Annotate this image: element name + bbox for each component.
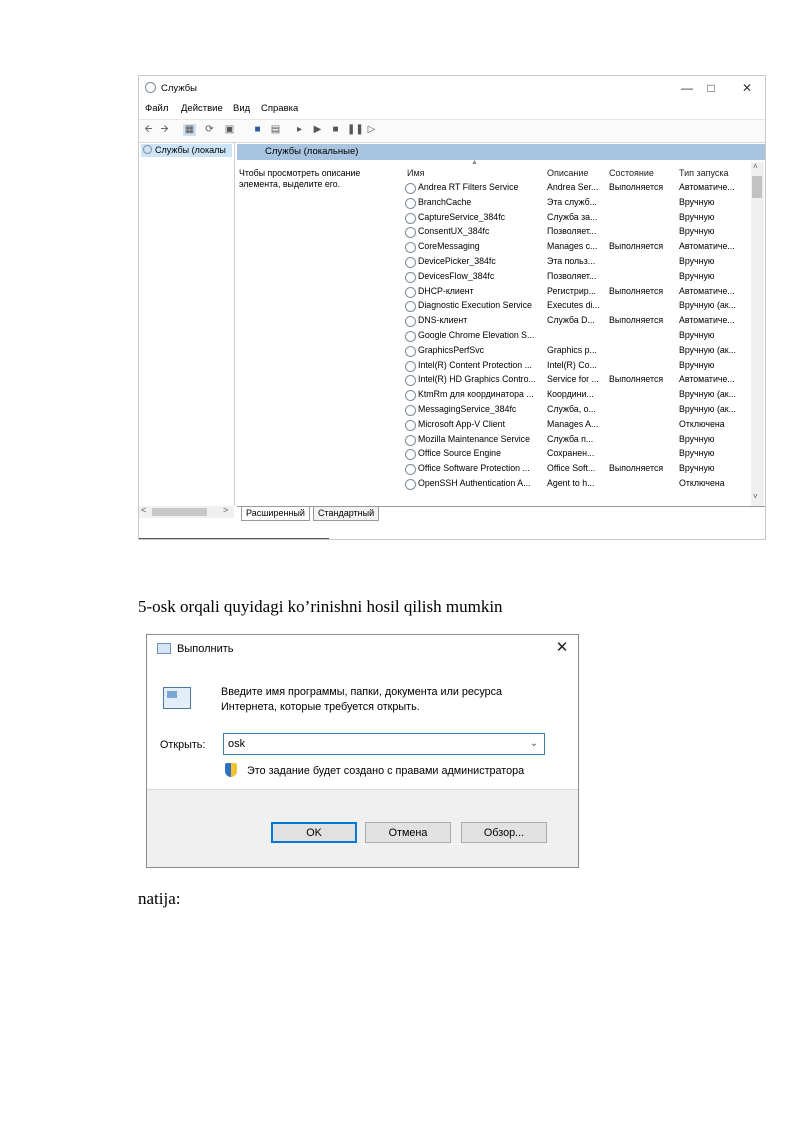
table-row[interactable]	[401, 271, 751, 286]
properties-icon[interactable]: ▤	[270, 124, 281, 135]
gear-icon	[405, 198, 416, 209]
table-row[interactable]	[401, 374, 751, 389]
table-row[interactable]	[401, 463, 751, 478]
cell-status: Выполняется	[609, 315, 664, 326]
cell-status: Выполняется	[609, 241, 664, 252]
cell-description: Регистрир...	[547, 285, 596, 296]
tree-horizontal-scrollbar[interactable]	[139, 506, 234, 518]
cell-description: Graphics p...	[547, 344, 597, 355]
cell-startup-type: Вручную	[679, 433, 715, 444]
table-row[interactable]	[401, 197, 751, 212]
cell-name: Microsoft App-V Client	[418, 418, 506, 429]
run-app-icon	[157, 643, 171, 654]
services-menubar	[139, 100, 765, 118]
cell-description: Служба, о...	[547, 404, 596, 414]
gear-icon	[405, 301, 416, 312]
tree-item-services-local[interactable]	[141, 144, 232, 157]
back-arrow-icon[interactable]: 🡨	[144, 124, 153, 135]
table-row[interactable]	[401, 419, 751, 434]
gear-icon	[405, 331, 416, 342]
services-app-icon	[145, 82, 156, 93]
table-row[interactable]	[401, 212, 751, 227]
run-message: Введите имя программы, папки, документа или ресурса Интернета, которые требуется открыть.	[221, 686, 503, 713]
cell-name: Diagnostic Execution Service	[418, 300, 532, 311]
export-icon[interactable]: ▣	[224, 124, 235, 135]
caption-bottom: natija:	[138, 889, 181, 908]
scroll-down-icon[interactable]: ˅	[753, 492, 758, 501]
table-row[interactable]	[401, 389, 751, 404]
column-header-status[interactable]: Состояние	[609, 168, 654, 178]
maximize-icon[interactable]: □	[707, 81, 715, 95]
gear-icon	[405, 287, 416, 298]
services-header-title: Службы (локальные)	[265, 146, 359, 157]
cell-status: Выполняется	[609, 285, 664, 296]
cell-name: ConsentUX_384fc	[418, 226, 490, 237]
uac-shield-icon	[225, 763, 237, 777]
cell-name: CoreMessaging	[418, 241, 480, 252]
cell-status: Выполняется	[609, 463, 664, 474]
scroll-right-icon[interactable]: ˃	[223, 505, 229, 515]
gear-icon	[405, 390, 416, 401]
column-header-name[interactable]: Имя	[407, 168, 425, 178]
cell-description: Intel(R) Co...	[547, 359, 597, 370]
cell-startup-type: Автоматиче...	[679, 241, 735, 252]
gear-icon	[405, 479, 416, 490]
gear-icon	[405, 464, 416, 475]
restart-icon[interactable]: ▷	[367, 124, 376, 135]
cell-description: Office Soft...	[547, 463, 596, 474]
cell-startup-type: Автоматиче...	[679, 285, 735, 296]
cell-description: Сохранен...	[547, 448, 595, 459]
table-row[interactable]	[401, 241, 751, 256]
cell-name: Mozilla Maintenance Service	[418, 433, 530, 444]
gear-icon	[405, 257, 416, 268]
gear-icon	[405, 375, 416, 386]
cell-description: Координи...	[547, 389, 594, 400]
cell-name: DevicesFlow_384fc	[418, 270, 495, 281]
gear-icon	[405, 316, 416, 327]
cell-description: Служба п...	[547, 433, 594, 444]
gear-icon	[405, 346, 416, 357]
cell-startup-type: Вручную (ак...	[679, 404, 736, 414]
table-row[interactable]	[401, 300, 751, 315]
menu-action[interactable]: Действие	[181, 103, 223, 114]
sort-arrow-icon: ▲	[471, 159, 478, 166]
cell-startup-type: Отключена	[679, 478, 725, 488]
cell-startup-type: Вручную	[679, 359, 715, 370]
gear-icon	[405, 213, 416, 224]
browse-button[interactable]: Обзор...	[461, 822, 547, 843]
view-tabs	[237, 506, 765, 521]
gear-icon	[143, 145, 152, 154]
cell-startup-type: Отключена	[679, 418, 725, 429]
gear-icon	[405, 420, 416, 431]
table-row[interactable]	[401, 345, 751, 360]
cell-description: Manages A...	[547, 418, 599, 429]
cell-name: Andrea RT Filters Service	[418, 182, 519, 192]
run-title: Выполнить	[177, 643, 234, 655]
chevron-down-icon[interactable]: ⌄	[529, 738, 539, 749]
cell-status: Выполняется	[609, 374, 664, 385]
cell-name: DHCP-клиент	[418, 285, 474, 296]
cell-description: Agent to h...	[547, 478, 595, 488]
cell-name: Intel(R) Content Protection ...	[418, 359, 532, 370]
menu-view[interactable]: Вид	[233, 103, 251, 114]
cell-startup-type: Вручную (ак...	[679, 344, 736, 355]
cell-startup-type: Вручную	[679, 270, 715, 281]
horizontal-scroll-thumb[interactable]	[152, 508, 207, 516]
cell-description: Andrea Ser...	[547, 182, 599, 192]
gear-icon	[405, 435, 416, 446]
admin-note: Это задание будет создано с правами администратора	[247, 765, 525, 777]
cell-name: BranchCache	[418, 196, 472, 207]
services-header-bar	[237, 144, 765, 160]
cell-description: Служба D...	[547, 315, 595, 326]
table-row[interactable]	[401, 256, 751, 271]
services-title: Службы	[161, 83, 197, 94]
start-service-icon[interactable]: ▸	[296, 124, 303, 135]
vertical-scrollbar[interactable]	[751, 162, 764, 506]
cell-name: MessagingService_384fc	[418, 404, 517, 414]
help-icon[interactable]: ■	[254, 124, 261, 135]
table-row[interactable]	[401, 478, 751, 493]
vertical-scroll-thumb[interactable]	[752, 176, 762, 198]
run-command-input[interactable]	[223, 733, 545, 755]
cell-description: Service for ...	[547, 374, 599, 385]
table-row[interactable]	[401, 226, 751, 241]
caption-top: 5-osk orqali quyidagi ko’rinishni hosil qilish mumkin	[138, 597, 503, 616]
tab-standard[interactable]: Стандартный	[313, 507, 379, 521]
cell-description: Позволяет...	[547, 270, 597, 281]
table-row[interactable]	[401, 182, 751, 197]
cell-status: Выполняется	[609, 182, 664, 192]
table-row[interactable]	[401, 315, 751, 330]
window-bottom-edge	[139, 538, 329, 540]
scroll-up-icon[interactable]: ˄	[753, 162, 758, 171]
cell-name: OpenSSH Authentication A...	[418, 478, 531, 488]
table-row[interactable]	[401, 330, 751, 345]
cell-name: DNS-клиент	[418, 315, 468, 326]
cell-startup-type: Вручную (ак...	[679, 389, 736, 400]
table-row[interactable]	[401, 360, 751, 375]
gear-icon	[405, 227, 416, 238]
cell-name: Office Software Protection ...	[418, 463, 530, 474]
run-footer	[147, 789, 578, 868]
open-label: Открыть:	[160, 739, 206, 751]
cell-description: Служба за...	[547, 211, 598, 222]
scroll-left-icon[interactable]: ˂	[141, 505, 147, 515]
cell-startup-type: Вручную	[679, 330, 715, 340]
tree-item-label: Службы (локалы	[155, 145, 226, 155]
tab-extended[interactable]: Расширенный	[241, 507, 310, 521]
cell-startup-type: Вручную	[679, 196, 715, 207]
run-program-icon	[163, 687, 191, 709]
gear-icon	[405, 405, 416, 416]
cell-name: DevicePicker_384fc	[418, 256, 496, 266]
refresh-icon[interactable]: ⟳	[205, 124, 214, 135]
minimize-icon[interactable]: —	[681, 81, 693, 95]
cell-startup-type: Автоматиче...	[679, 182, 735, 192]
column-header-description[interactable]: Описание	[547, 168, 589, 178]
pause-icon[interactable]: ❚❚	[347, 124, 364, 135]
cell-name: CaptureService_384fc	[418, 211, 506, 222]
cell-description: Executes di...	[547, 300, 600, 311]
cell-startup-type: Вручную	[679, 211, 715, 222]
cell-startup-type: Вручную (ак...	[679, 300, 736, 311]
cell-startup-type: Вручную	[679, 256, 715, 266]
cell-name: Intel(R) HD Graphics Contro...	[418, 374, 536, 385]
services-toolbar	[139, 119, 765, 143]
cell-name: Office Source Engine	[418, 448, 501, 459]
cell-name: KtmRm для координатора ...	[418, 389, 534, 400]
cell-startup-type: Вручную	[679, 463, 715, 474]
run-dialog	[146, 634, 579, 868]
gear-icon	[405, 183, 416, 194]
cell-description: Эта служб...	[547, 196, 597, 207]
console-tree-icon[interactable]: ▦	[184, 124, 195, 135]
cell-name: Google Chrome Elevation S...	[418, 330, 535, 340]
services-titlebar	[139, 76, 765, 100]
close-icon[interactable]: ✕	[555, 639, 569, 656]
cell-description: Позволяет...	[547, 226, 597, 237]
table-row[interactable]	[401, 434, 751, 449]
cell-description: Эта польз...	[547, 256, 596, 266]
gear-icon	[405, 449, 416, 460]
cell-name: GraphicsPerfSvc	[418, 344, 484, 355]
cell-startup-type: Автоматиче...	[679, 374, 735, 385]
menu-help[interactable]: Справка	[261, 103, 299, 114]
start-icon[interactable]: ▶	[313, 124, 322, 135]
cell-startup-type: Автоматиче...	[679, 315, 735, 326]
gear-icon	[405, 361, 416, 372]
services-list	[401, 159, 751, 502]
cell-description: Manages c...	[547, 241, 598, 252]
gear-icon	[405, 272, 416, 283]
column-header-startup-type[interactable]: Тип запуска	[679, 168, 729, 178]
cancel-button[interactable]: Отмена	[365, 822, 451, 843]
services-window	[138, 75, 766, 540]
forward-arrow-icon[interactable]: 🡪	[160, 124, 169, 135]
close-icon[interactable]: ✕	[741, 81, 753, 95]
ok-button[interactable]: OK	[271, 822, 357, 843]
console-tree	[139, 142, 235, 506]
gear-icon	[405, 242, 416, 253]
description-hint: Чтобы просмотреть описание элемента, выделите его.	[239, 168, 361, 189]
menu-file[interactable]: Файл	[145, 103, 169, 114]
table-row[interactable]	[401, 448, 751, 463]
table-row[interactable]	[401, 286, 751, 301]
cell-startup-type: Вручную	[679, 448, 715, 459]
table-row[interactable]	[401, 404, 751, 419]
stop-icon[interactable]: ■	[332, 124, 339, 135]
cell-startup-type: Вручную	[679, 226, 715, 237]
